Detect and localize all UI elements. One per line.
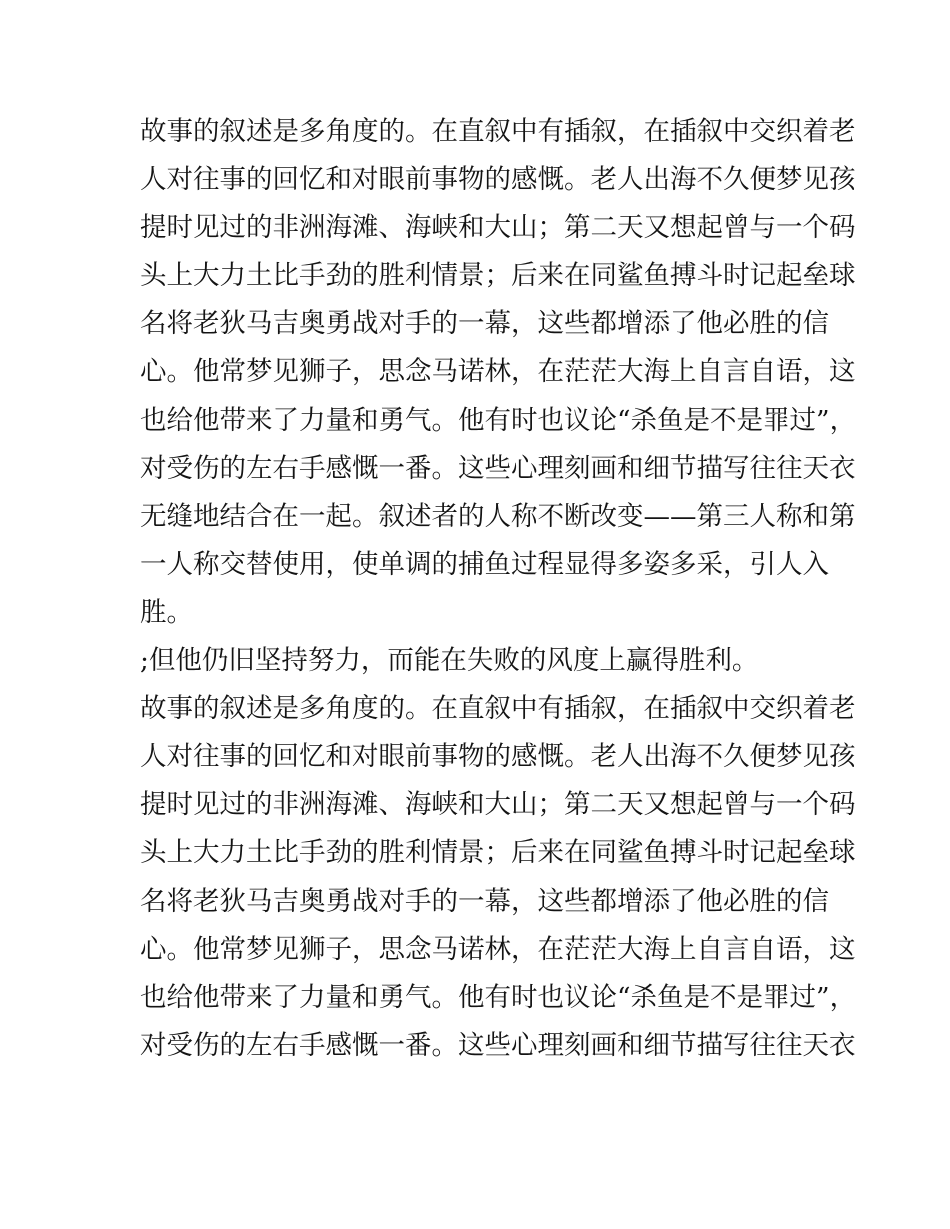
- text-line: 心。他常梦见狮子，思念马诺林，在茫茫大海上自言自语，这: [140, 356, 856, 388]
- text-line: 人对往事的回忆和对眼前事物的感慨。老人出海不久便梦见孩: [140, 741, 856, 773]
- text-line: 对受伤的左右手感慨一番。这些心理刻画和细节描写往往天衣: [140, 452, 856, 484]
- text-line: 无缝地结合在一起。叙述者的人称不断改变——第三人称和第: [140, 500, 856, 532]
- text-line: 胜。: [140, 596, 193, 628]
- text-line: 提时见过的非洲海滩、海峡和大山；第二天又想起曾与一个码: [140, 212, 856, 244]
- text-line: ;但他仍旧坚持努力，而能在失败的风度上赢得胜利。: [140, 645, 759, 677]
- text-line: 故事的叙述是多角度的。在直叙中有插叙，在插叙中交织着老: [140, 693, 856, 725]
- text-line: 提时见过的非洲海滩、海峡和大山；第二天又想起曾与一个码: [140, 789, 856, 821]
- text-line: 名将老狄马吉奥勇战对手的一幕，这些都增添了他必胜的信: [140, 885, 829, 917]
- body-text: [140, 108, 857, 1070]
- text-line: 人对往事的回忆和对眼前事物的感慨。老人出海不久便梦见孩: [140, 164, 856, 196]
- text-line: 心。他常梦见狮子，思念马诺林，在茫茫大海上自言自语，这: [140, 933, 856, 965]
- text-line: 也给他带来了力量和勇气。他有时也议论“杀鱼是不是罪过”，: [140, 981, 857, 1013]
- text-line: 也给他带来了力量和勇气。他有时也议论“杀鱼是不是罪过”，: [140, 404, 857, 436]
- text-line: 故事的叙述是多角度的。在直叙中有插叙，在插叙中交织着老: [140, 116, 856, 147]
- text-line: 一人称交替使用，使单调的捕鱼过程显得多姿多采，引人入: [140, 548, 829, 580]
- text-line: 对受伤的左右手感慨一番。这些心理刻画和细节描写往往天衣: [140, 1029, 856, 1061]
- text-line: 头上大力土比手劲的胜利情景；后来在同鲨鱼搏斗时记起垒球: [140, 837, 856, 869]
- text-line: 头上大力土比手劲的胜利情景；后来在同鲨鱼搏斗时记起垒球: [140, 260, 856, 292]
- text-line: 名将老狄马吉奥勇战对手的一幕，这些都增添了他必胜的信: [140, 308, 829, 340]
